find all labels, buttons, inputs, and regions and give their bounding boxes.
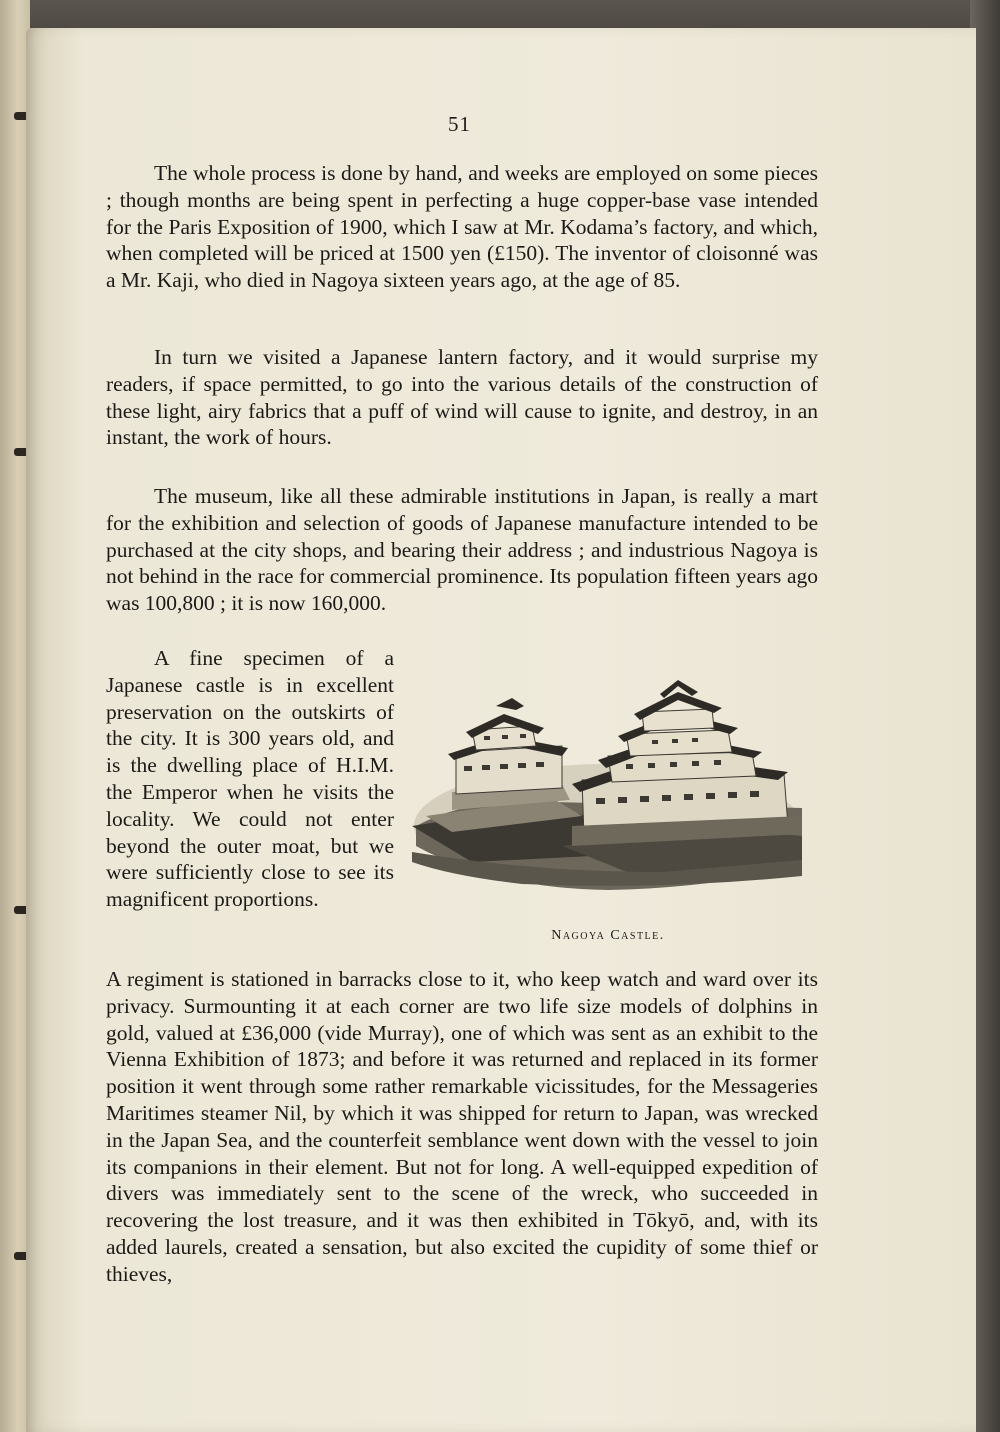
paragraph-castle — [106, 645, 394, 913]
paragraph-dolphins — [106, 966, 818, 1288]
figure-caption: Nagoya Castle. — [551, 928, 665, 943]
paragraph-text: In turn we visited a Japanese lantern factory, and it would surprise my readers, if space permitted, to go into the various details of the construction of these light, airy fabrics that a puff of wind will cause to ignite, and destroy, in an instant, the work of hours. — [106, 345, 818, 450]
castle-illustration-icon — [412, 676, 804, 894]
paragraph-text: A regiment is stationed in barracks close to it, who keep watch and ward over its privacy. Surmounting it at each corner are two life size models of dolphins in gold, valued at £36,000 (vide Murray), one of which was sent as an exhibit to the Vienna Exhibition of 1873; and before it was returned and replaced in its former position it went through some rather remarkable vicissitudes, for the Messageries Maritimes steamer Nil, by which it was shipped for return to Japan, was wrecked in the Japan Sea, and the counterfeit semblance went down with the vessel to join its companions in their element. But not for long. A well-equipped expedition of divers was immediately sent to the scene of the wreck, who succeeded in recovering the lost treasure, and it was then exhibited in Tōkyō, and, with its added laurels, created a sensation, but also excited the cupidity of some thief or thieves, — [106, 967, 818, 1286]
paragraph-text: A fine specimen of a Japanese castle is in excellent preservation on the outskirts of the city. It is 300 years old, and is the dwelling place of H.I.M. the Emperor when he visits the locality. We could not enter beyond the outer moat, but we were sufficiently close to see its magnificent proportions. — [106, 646, 394, 912]
paragraph-text: The museum, like all these admirable institutions in Japan, is really a mart for the exhibition and selection of goods of Japanese manufacture intended to be purchased at the city shops, and bearing their address ; and industrious Nagoya is not behind in the race for commercial prominence. Its population fifteen years ago was 100,800 ; it is now 160,000. — [106, 484, 818, 616]
paragraph-cloisonne — [106, 160, 818, 294]
page-number: 51 — [448, 112, 471, 136]
paragraph-text: The whole process is done by hand, and weeks are employed on some pieces ; though months are being spent in perfecting a huge copper-base vase intended for the Paris Exposition of 1900, which I saw at Mr. Kodama’s factory, and which, when completed will be priced at 1500 yen (£150). The inventor of cloisonné was a Mr. Kaji, who died in Nagoya sixteen years ago, at the age of 85. — [106, 161, 818, 293]
paragraph-museum — [106, 483, 818, 617]
paragraph-lantern-factory — [106, 344, 818, 451]
